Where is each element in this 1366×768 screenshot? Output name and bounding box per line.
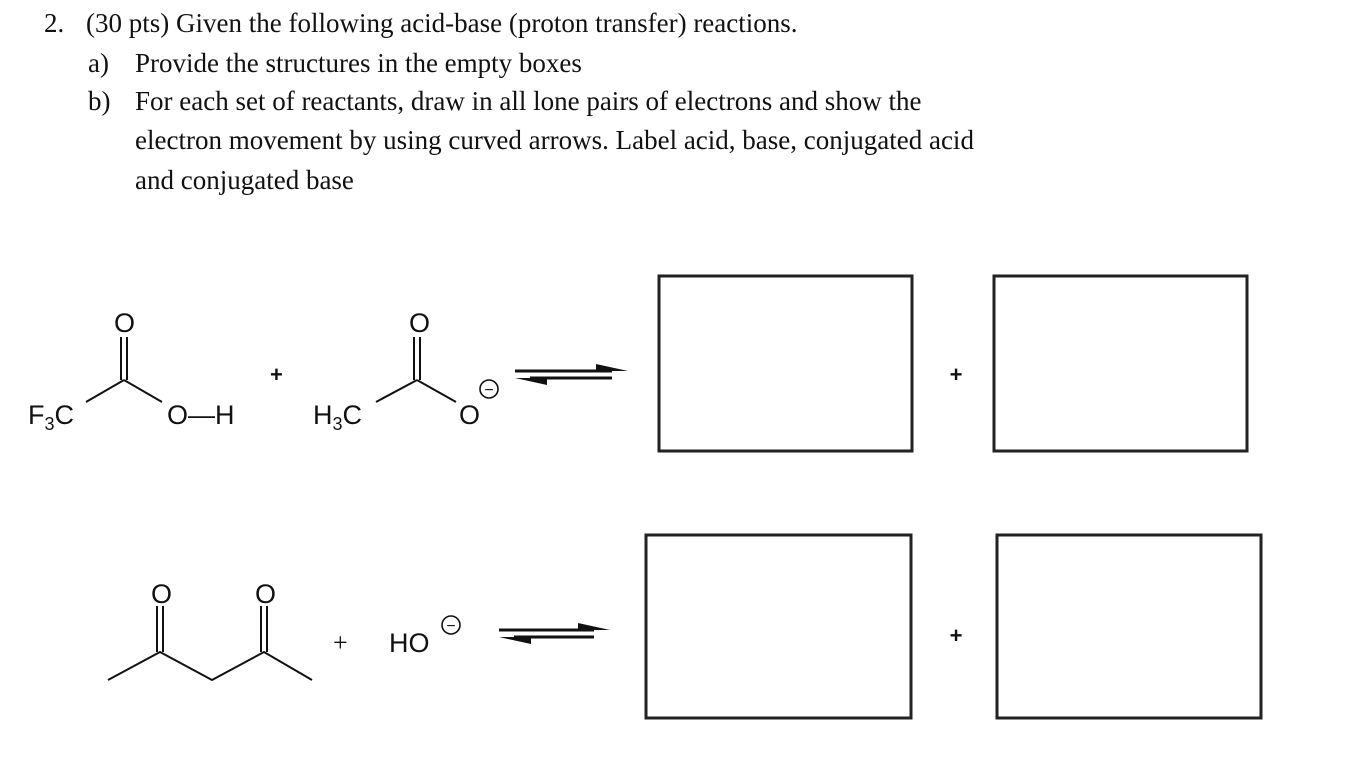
trifluoroacetic-acid-structure [86,337,162,402]
question-title: (30 pts) Given the following acid-base (proton transfer) reactions. [86,8,798,38]
diketone-right-oxygen: O [255,579,277,609]
hydroxide-ion: HO [389,628,430,658]
part-b-text-line-3: and conjugated base [135,165,354,195]
part-b-text-line-2: electron movement by using curved arrows. Label acid, base, conjugated acid [135,125,974,155]
product-plus-2: + [949,623,963,648]
diketone-left-oxygen: O [151,579,173,609]
equilibrium-arrow-icon [499,623,610,644]
product-box-2[interactable] [994,276,1247,451]
acid-carbonyl-oxygen: O [114,308,136,338]
reactant-plus-2: + [333,628,348,657]
reactant-plus-1: + [270,362,283,387]
reaction-2 [108,535,1261,718]
acetate-anionic-oxygen: O [459,400,481,430]
hydroxide-charge-sign: − [446,618,456,635]
acetate-structure [376,337,456,402]
acetate-carbonyl-oxygen: O [409,308,431,338]
acid-cf3-group: $F_3C$ [28,400,75,434]
part-a-text: Provide the structures in the empty boxes [135,48,582,78]
equilibrium-arrow-icon [515,364,628,385]
product-box-4[interactable] [997,535,1261,718]
reaction-1 [28,276,1247,451]
acetate-methyl-group: $H_3C$ [313,400,363,434]
question-number: 2. [44,8,65,38]
product-box-1[interactable] [659,276,912,451]
acetate-charge-sign: − [484,382,494,399]
pentanedione-structure [108,606,312,680]
part-b-label: b) [88,86,111,116]
product-plus-1: + [949,362,963,387]
part-a-label: a) [88,48,109,78]
product-box-3[interactable] [646,535,911,718]
part-b-text-line-1: For each set of reactants, draw in all lone pairs of electrons and show the [135,86,922,116]
acid-hydroxyl-group: O—H [167,400,235,430]
